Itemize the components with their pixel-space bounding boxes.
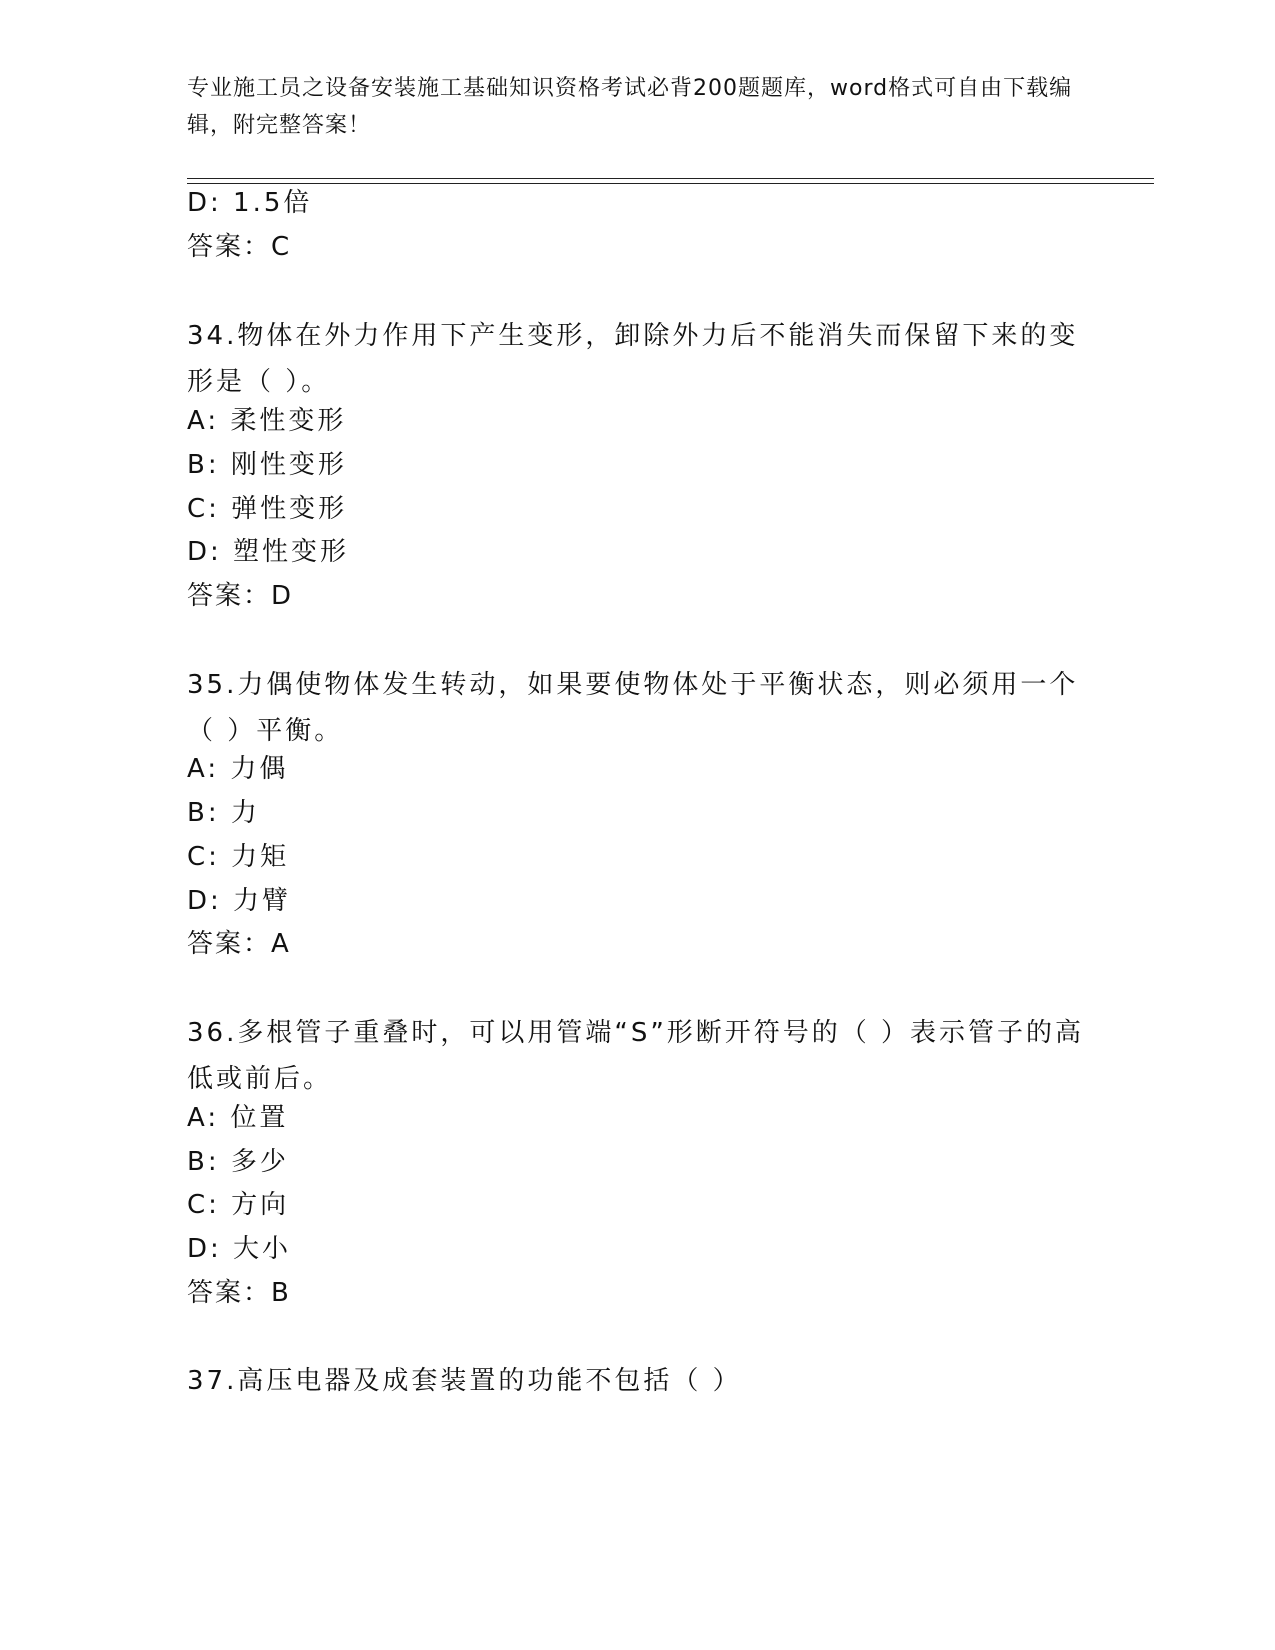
option-d: D: 力臂 <box>187 886 292 916</box>
question-stem: 37.高压电器及成套装置的功能不包括（ ） <box>187 1366 742 1396</box>
option-c: C: 弹性变形 <box>187 494 348 524</box>
question-stem: 34.物体在外力作用下产生变形，卸除外力后不能消失而保留下来的变形是（ ）。 <box>187 321 1079 397</box>
option-d: D: 1.5倍 <box>187 188 313 218</box>
option-b: B: 力 <box>187 798 260 828</box>
question-stem: 35.力偶使物体发生转动，如果要使物体处于平衡状态，则必须用一个（ ）平衡。 <box>187 670 1079 746</box>
option-d: D: 塑性变形 <box>187 537 350 567</box>
answer-line: 答案：A <box>187 929 291 959</box>
option-a: A: 位置 <box>187 1103 289 1133</box>
header-rule-bottom <box>187 183 1154 184</box>
option-a: A: 柔性变形 <box>187 406 347 436</box>
document-header: 专业施工员之设备安装施工基础知识资格考试必背200题题库，word格式可自由下载编辑，附完整答案！ <box>187 76 1073 138</box>
option-a: A: 力偶 <box>187 754 289 784</box>
option-d: D: 大小 <box>187 1234 292 1264</box>
header-rule-top <box>187 178 1154 179</box>
option-b: B: 多少 <box>187 1147 289 1177</box>
option-b: B: 刚性变形 <box>187 450 347 480</box>
question-stem: 36.多根管子重叠时，可以用管端“S”形断开符号的（ ）表示管子的高低或前后。 <box>187 1018 1085 1094</box>
answer-line: 答案：D <box>187 581 294 611</box>
option-c: C: 力矩 <box>187 842 290 872</box>
option-c: C: 方向 <box>187 1190 290 1220</box>
answer-line: 答案：B <box>187 1278 291 1308</box>
answer-line: 答案：C <box>187 232 292 262</box>
